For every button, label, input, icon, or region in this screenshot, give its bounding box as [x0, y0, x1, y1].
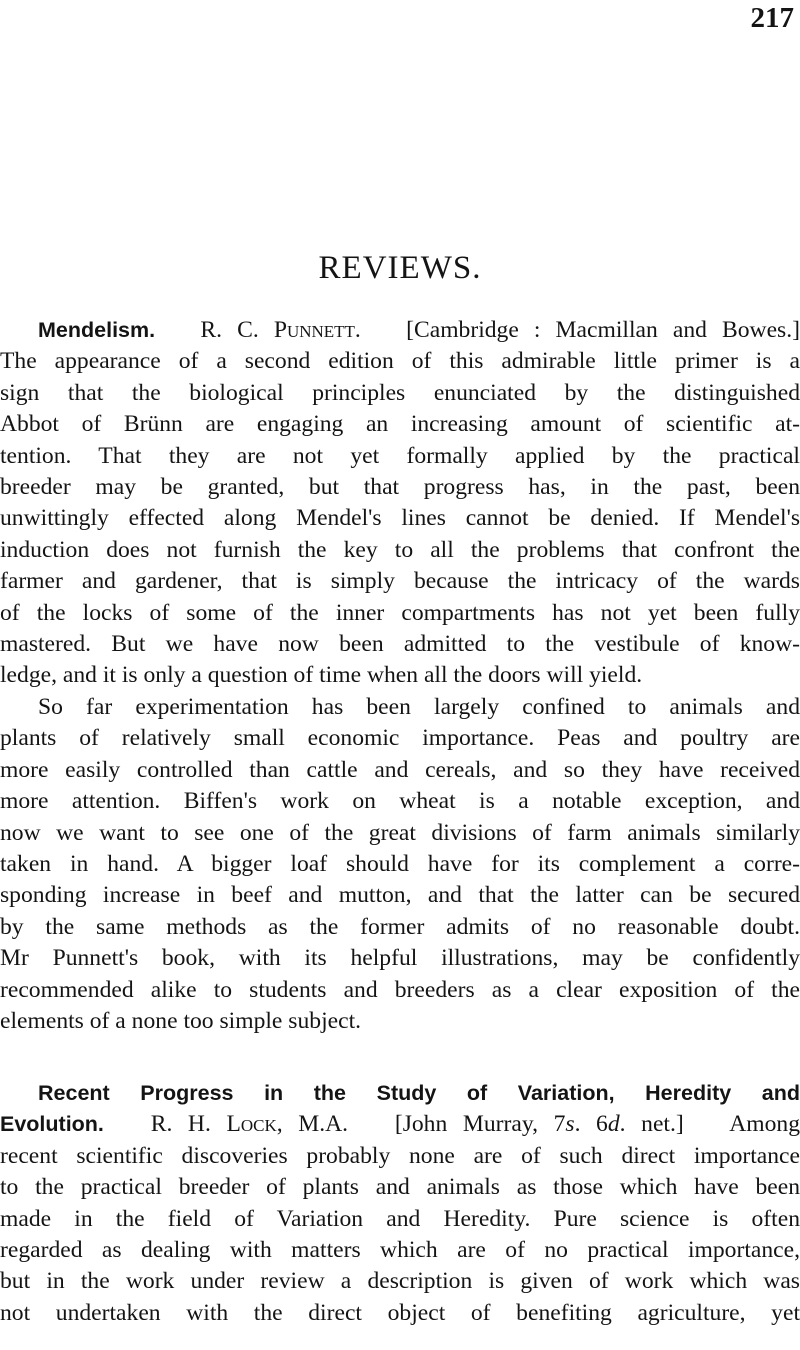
- text-line: breeder may be granted, but that progress has, in the past, been: [0, 474, 800, 501]
- text-line: regarded as dealing with matters which are of no practical importance,: [0, 1237, 800, 1264]
- text-line: mastered. But we have now been admitted to the vestibule of know-: [0, 631, 800, 658]
- text-line: but in the work under review a description is given of work which was: [0, 1268, 800, 1295]
- review-recent-progress: [0, 1078, 800, 1329]
- text-line: elements of a none too simple subject.: [0, 1007, 362, 1034]
- text-line: Abbot of Brünn are engaging an increasing amount of scientific at-: [0, 411, 800, 438]
- text-line: ledge, and it is only a question of time when all the doors will yield.: [0, 662, 643, 689]
- price-pence-unit: d: [607, 1111, 620, 1138]
- text-line: by the same methods as the former admits of no reasonable doubt.: [0, 913, 800, 940]
- book-title: Recent Progress in the Study of Variation, Heredity and: [38, 1081, 800, 1105]
- publisher-prefix: [John Murray, 7: [394, 1111, 566, 1138]
- review-heading-line: [0, 1109, 800, 1140]
- book-title: Mendelism.: [38, 318, 156, 342]
- text-line: So far experimentation has been largely confined to animals and: [38, 693, 800, 720]
- text-line: now we want to see one of the great divisions of farm animals similarly: [0, 819, 800, 846]
- text-line: farmer and gardener, that is simply because the intricacy of the wards: [0, 568, 800, 595]
- publisher-suffix: . net.]: [619, 1111, 684, 1138]
- text-line: to the practical breeder of plants and animals as those which have been: [0, 1174, 800, 1201]
- text-line: not undertaken with the direct object of benefiting agriculture, yet: [0, 1299, 800, 1326]
- review-first-words: Among: [729, 1111, 800, 1138]
- text-line: of the locks of some of the inner compartments has not yet been fully: [0, 599, 800, 626]
- text-line: sign that the biological principles enunciated by the distinguished: [0, 379, 800, 406]
- text-line: recommended alike to students and breeders as a clear exposition of the: [0, 976, 800, 1003]
- review-paragraph: [0, 1078, 800, 1329]
- text-line: sponding increase in beef and mutton, and that the latter can be secured: [0, 882, 800, 909]
- text-line: induction does not furnish the key to all the problems that confront the: [0, 536, 800, 563]
- page-number: 217: [750, 2, 794, 34]
- price-middle: . 6: [574, 1111, 608, 1138]
- text-line: more easily controlled than cattle and cereals, and so they have received: [0, 756, 800, 783]
- text-line: taken in hand. A bigger loaf should have for its complement a corre-: [0, 850, 800, 877]
- book-title-continued: Evolution.: [0, 1112, 104, 1137]
- book-publisher: [395, 1111, 684, 1137]
- review-paragraph: [0, 315, 800, 692]
- book-author: R. H. Lock, M.A.: [150, 1111, 349, 1138]
- text-line: unwittingly effected along Mendel's lines cannot be denied. If Mendel's: [0, 505, 800, 532]
- text-line: The appearance of a second edition of this admirable little primer is a: [0, 348, 800, 375]
- book-author: R. C. Punnett.: [200, 317, 361, 343]
- review-heading-line: [0, 315, 800, 346]
- price-shillings-unit: s: [565, 1111, 575, 1138]
- review-paragraph: [0, 692, 800, 1037]
- text-line: tention. That they are not yet formally applied by the practical: [0, 442, 800, 469]
- review-mendelism: [0, 315, 800, 1037]
- text-line: made in the field of Variation and Heredity. Pure science is often: [0, 1205, 800, 1232]
- section-title: REVIEWS.: [318, 250, 482, 286]
- text-line: recent scientific discoveries probably none are of such direct importance: [0, 1142, 800, 1169]
- book-publisher: [Cambridge : Macmillan and Bowes.]: [406, 317, 800, 343]
- text-line: Mr Punnett's book, with its helpful illustrations, may be confidently: [0, 945, 800, 972]
- review-heading-line: [0, 1078, 800, 1109]
- text-line: more attention. Biffen's work on wheat is a notable exception, and: [0, 788, 800, 815]
- text-line: plants of relatively small economic importance. Peas and poultry are: [0, 725, 800, 752]
